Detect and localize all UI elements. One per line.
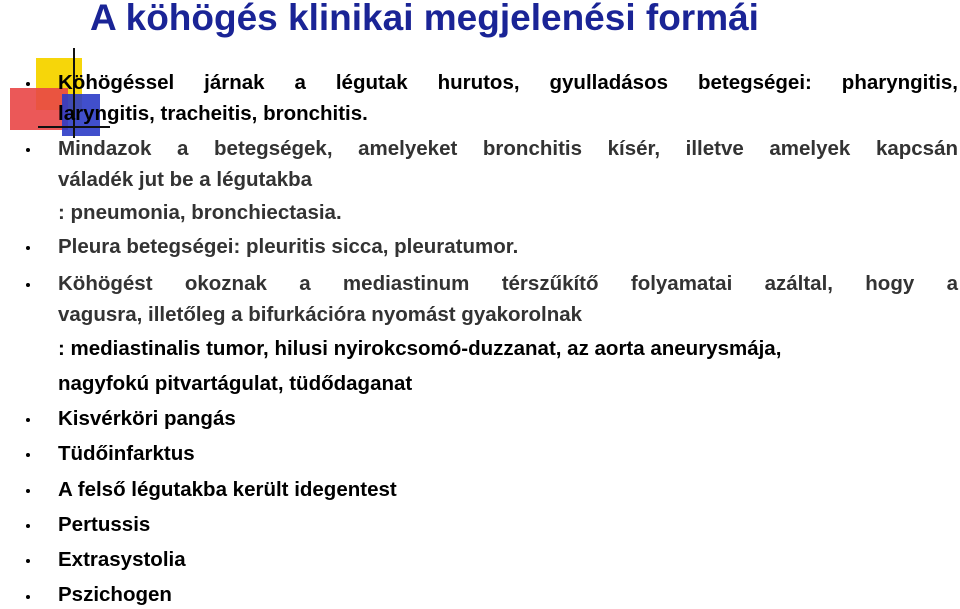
bullet-icon <box>26 148 30 152</box>
list-item-text: Kisvérköri pangás <box>58 407 236 430</box>
bullet-icon <box>26 489 30 493</box>
list-item-text: nagyfokú pitvartágulat, tüdődaganat <box>58 372 413 395</box>
bullet-icon <box>26 559 30 563</box>
list-item-text: Pertussis <box>58 513 151 536</box>
bullet-icon <box>26 82 30 86</box>
list-item-text: Köhögést okoznak a mediastinum térszűkítő folyamatai azáltal, hogy a <box>58 272 958 295</box>
slide-title: A köhögés klinikai megjelenési formái <box>90 0 759 38</box>
list-item-text: vagusra, illetőleg a bifurkációra nyomást gyakorolnak <box>58 303 583 326</box>
bullet-icon <box>26 246 30 250</box>
bullet-icon <box>26 453 30 457</box>
list-item-text: Mindazok a betegségek, amelyeket bronchitis kísér, illetve amelyek kapcsán <box>58 137 958 160</box>
list-item-text: Extrasystolia <box>58 548 186 571</box>
list-item-text: Pleura betegségei: pleuritis sicca, pleuratumor. <box>58 235 519 258</box>
list-item-text: váladék jut be a légutakba <box>58 168 313 191</box>
bullet-icon <box>26 595 30 599</box>
list-item-text: : mediastinalis tumor, hilusi nyirokcsomó-duzzanat, az aorta aneurysmája, <box>58 337 782 360</box>
bullet-icon <box>26 418 30 422</box>
bullet-icon <box>26 283 30 287</box>
list-item-text: : pneumonia, bronchiectasia. <box>58 201 342 224</box>
list-item-text: A felső légutakba került idegentest <box>58 478 397 501</box>
list-item-text: laryngitis, tracheitis, bronchitis. <box>58 102 368 125</box>
list-item-text: Tüdőinfarktus <box>58 442 195 465</box>
bullet-icon <box>26 524 30 528</box>
list-item-text: Pszichogen <box>58 583 172 606</box>
list-item-text: Köhögéssel járnak a légutak hurutos, gyulladásos betegségei: pharyngitis, <box>58 71 958 94</box>
